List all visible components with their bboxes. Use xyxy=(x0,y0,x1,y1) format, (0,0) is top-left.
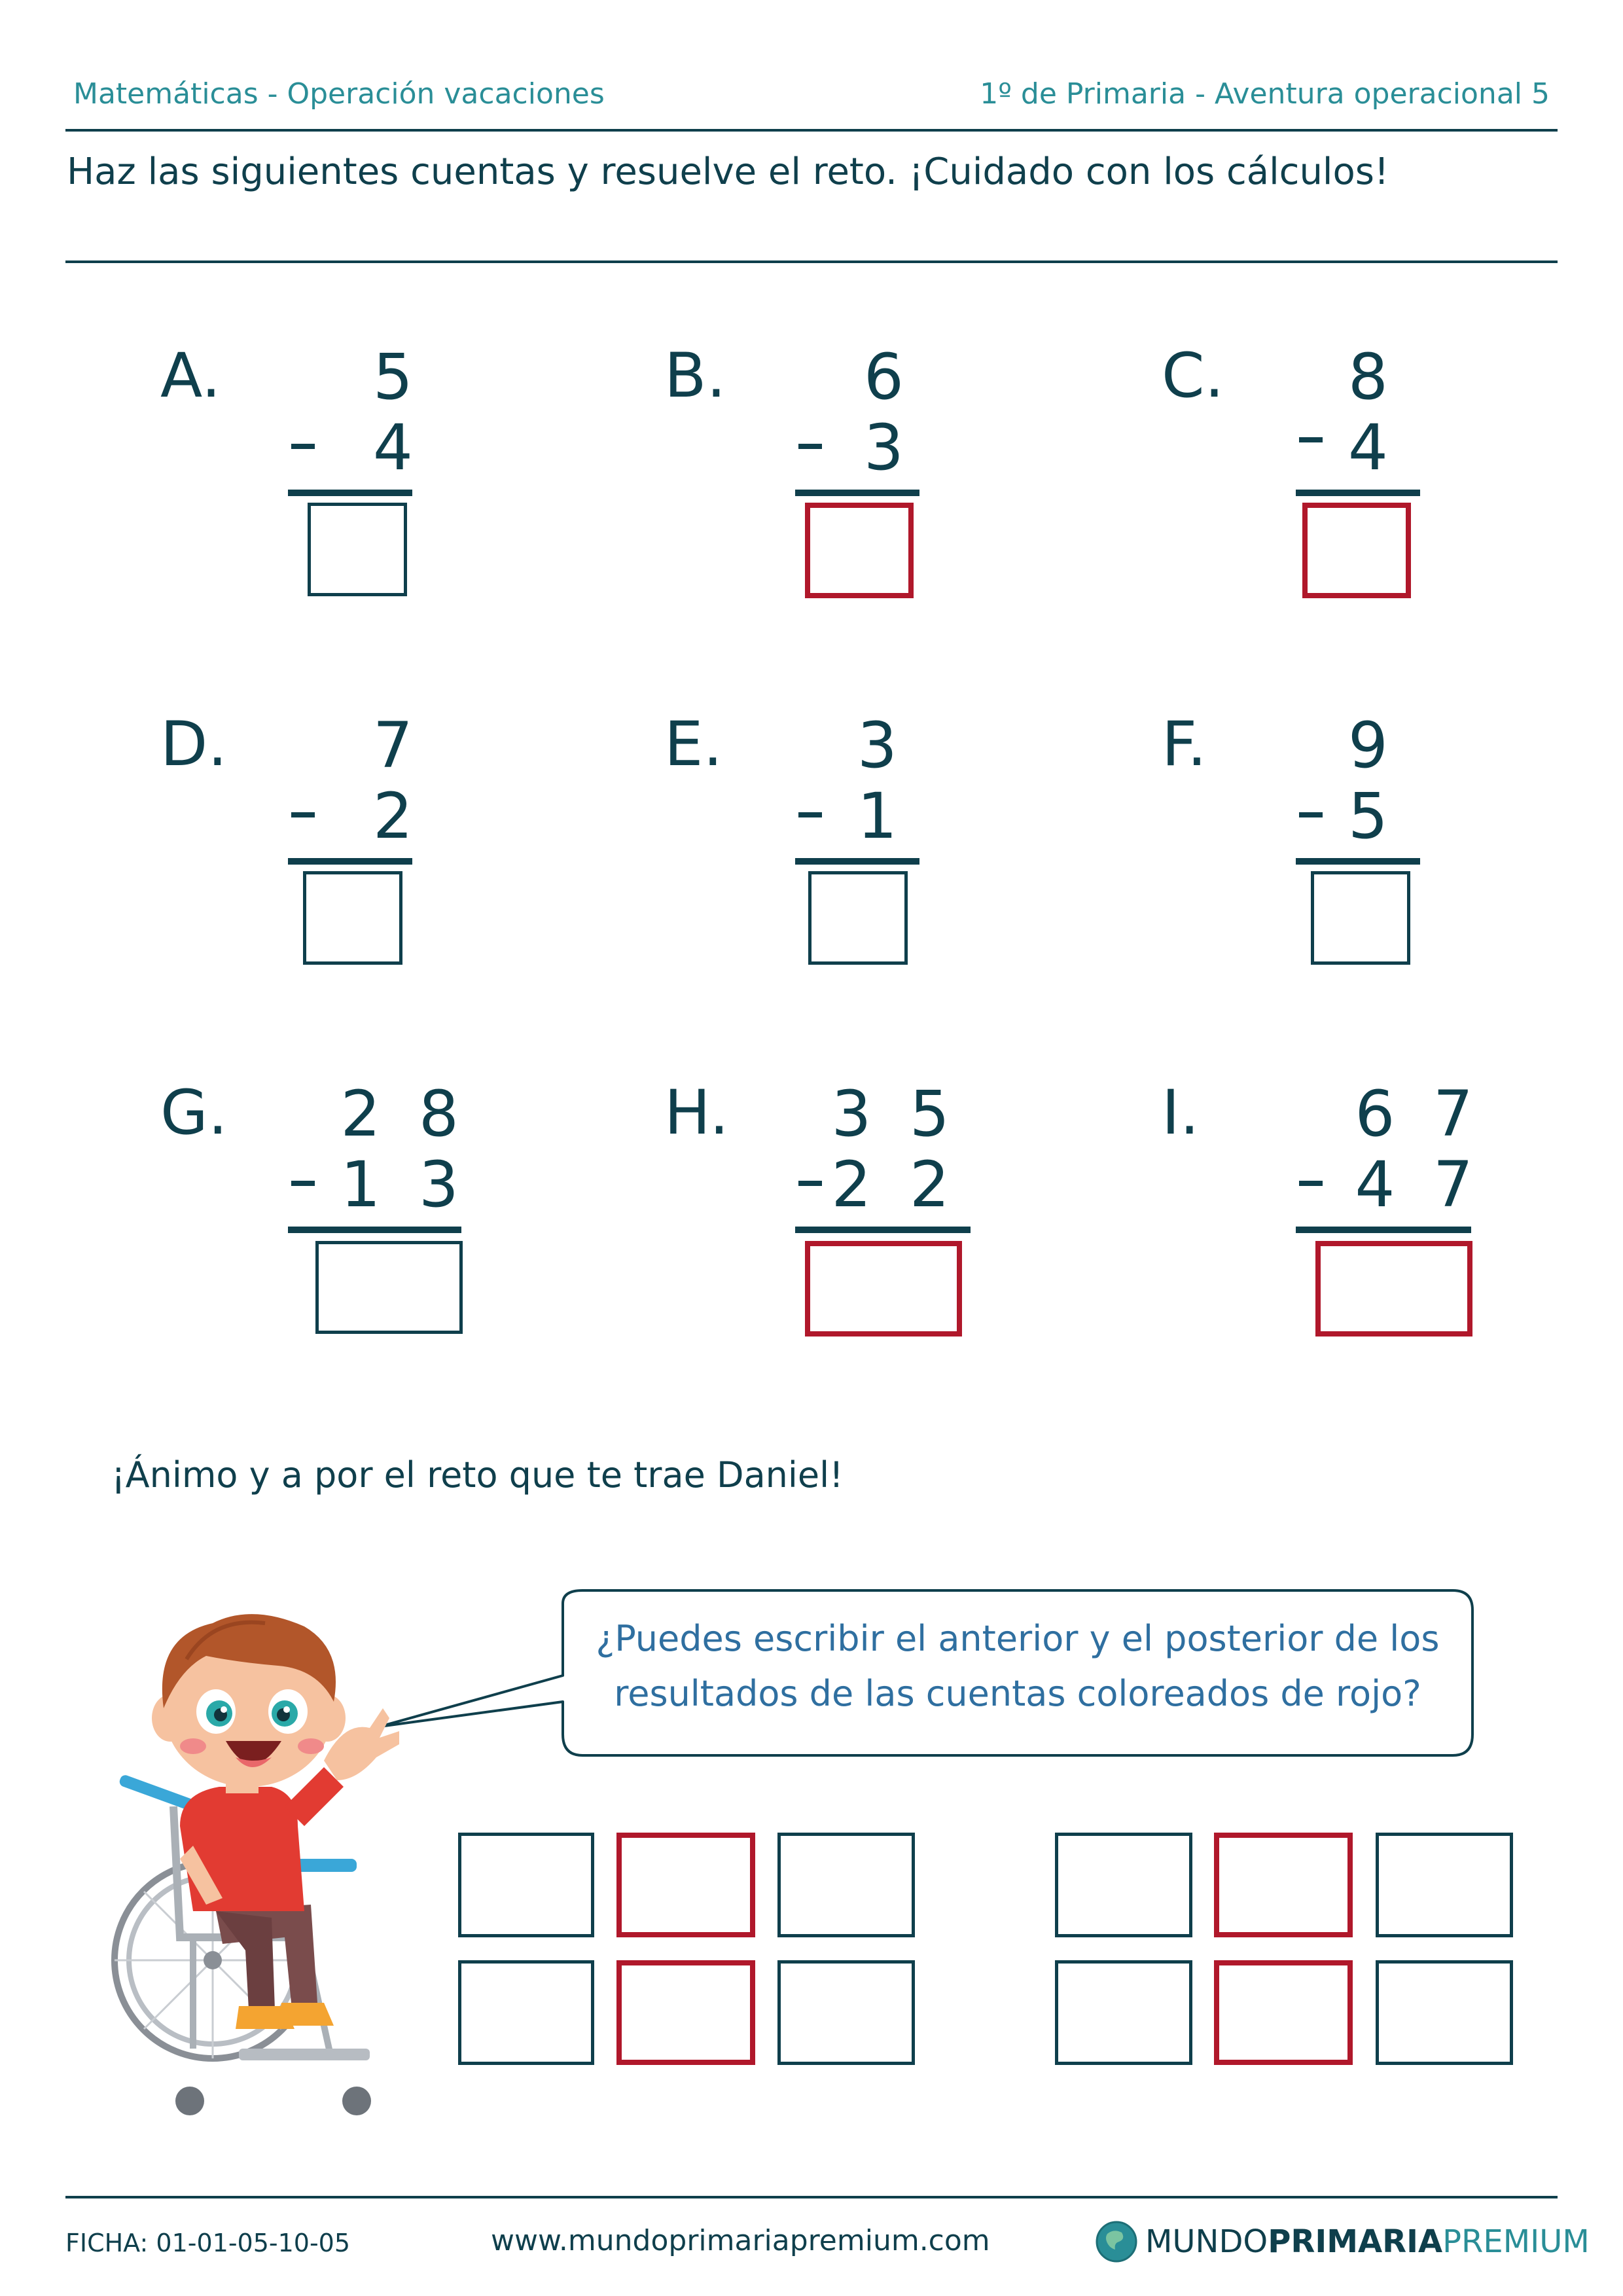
answer-cell[interactable] xyxy=(777,1960,915,2065)
bubble-line-2: resultados de las cuentas coloreados de rojo? xyxy=(614,1673,1421,1714)
answer-box[interactable] xyxy=(1311,871,1410,965)
sum-bar xyxy=(1296,858,1420,865)
minuend: 6 xyxy=(863,340,913,414)
problem-i xyxy=(1162,1077,1620,1372)
answer-cell[interactable] xyxy=(777,1833,915,1937)
minus-sign xyxy=(798,444,822,449)
sum-bar xyxy=(288,490,412,496)
minuend: 8 xyxy=(1347,340,1397,414)
answer-cell[interactable] xyxy=(458,1960,594,2065)
subtrahend: 1 3 xyxy=(340,1148,468,1221)
sum-bar xyxy=(1296,490,1420,496)
answer-box[interactable] xyxy=(808,871,908,965)
problem-d xyxy=(160,709,618,1003)
subtrahend: 3 xyxy=(863,411,913,484)
logo-word-premium: PREMIUM xyxy=(1442,2223,1590,2260)
problem-label: D. xyxy=(160,709,228,780)
answer-cell[interactable] xyxy=(1055,1960,1192,2065)
header-level: 1º de Primaria - Aventura operacional 5 xyxy=(980,77,1550,111)
bubble-question xyxy=(563,1611,1472,1721)
problem-g xyxy=(160,1077,618,1372)
minuend: 2 8 xyxy=(340,1077,468,1151)
answer-cell[interactable] xyxy=(1055,1833,1192,1937)
instruction-text: Haz las siguientes cuentas y resuelve el reto. ¡Cuidado con los cálculos! xyxy=(67,151,1389,193)
problem-label: C. xyxy=(1162,340,1224,412)
subtrahend: 2 2 xyxy=(831,1148,959,1221)
globe-icon xyxy=(1094,2219,1139,2264)
answer-box[interactable] xyxy=(1302,503,1411,598)
subtrahend: 4 7 xyxy=(1355,1148,1482,1221)
answer-box[interactable] xyxy=(805,503,914,598)
problem-label: A. xyxy=(160,340,221,412)
problem-e xyxy=(664,709,1122,1003)
answer-cell[interactable] xyxy=(1376,1960,1513,2065)
sum-bar xyxy=(1296,1227,1471,1233)
subtrahend: 4 xyxy=(1347,411,1397,484)
brand-logo xyxy=(1094,2219,1590,2265)
instruction-rule xyxy=(65,260,1558,263)
sum-bar xyxy=(795,1227,971,1233)
minuend: 9 xyxy=(1347,709,1397,782)
problem-label: G. xyxy=(160,1077,228,1149)
subtrahend: 4 xyxy=(372,411,422,484)
answer-box[interactable] xyxy=(315,1241,463,1334)
encouragement-text: ¡Ánimo y a por el reto que te trae Daniel! xyxy=(111,1454,844,1496)
answer-cell[interactable] xyxy=(1376,1833,1513,1937)
minuend: 3 5 xyxy=(831,1077,959,1151)
answer-cell[interactable] xyxy=(458,1833,594,1937)
footer-ficha xyxy=(65,2229,350,2257)
minus-sign xyxy=(1299,1181,1323,1186)
footer-url[interactable]: www.mundoprimariapremium.com xyxy=(491,2224,990,2257)
minus-sign xyxy=(291,444,315,449)
problem-label: H. xyxy=(664,1077,729,1149)
bubble-line-1: ¿Puedes escribir el anterior y el posterior de los xyxy=(596,1618,1440,1659)
sum-bar xyxy=(795,490,919,496)
boy-wheelchair-illustration xyxy=(108,1597,422,2127)
logo-word-mundo: MUNDO xyxy=(1145,2223,1268,2260)
logo-word-primaria: PRIMARIA xyxy=(1268,2223,1443,2260)
subtrahend: 2 xyxy=(372,780,422,853)
problem-c xyxy=(1162,340,1620,635)
subtrahend: 1 xyxy=(857,780,906,853)
minus-sign xyxy=(798,812,822,817)
ficha-code: 01-01-05-10-05 xyxy=(156,2229,351,2257)
subtrahend: 5 xyxy=(1347,780,1397,853)
minus-sign xyxy=(291,1181,315,1186)
answer-box[interactable] xyxy=(1315,1241,1472,1336)
sum-bar xyxy=(288,1227,461,1233)
ficha-label: FICHA: xyxy=(65,2229,149,2257)
problem-label: I. xyxy=(1162,1077,1200,1149)
minuend: 5 xyxy=(372,340,422,414)
problem-h xyxy=(664,1077,1122,1372)
minuend: 3 xyxy=(857,709,906,782)
problem-b xyxy=(664,340,1122,635)
problem-a xyxy=(160,340,618,635)
answer-box[interactable] xyxy=(308,503,407,596)
sum-bar xyxy=(795,858,919,865)
answer-box[interactable] xyxy=(805,1241,962,1336)
problem-label: B. xyxy=(664,340,726,412)
problem-f xyxy=(1162,709,1620,1003)
header-subject: Matemáticas - Operación vacaciones xyxy=(73,77,605,111)
answer-box[interactable] xyxy=(303,871,402,965)
minuend: 6 7 xyxy=(1355,1077,1482,1151)
problem-label: E. xyxy=(664,709,723,780)
minuend: 7 xyxy=(372,709,422,782)
minus-sign xyxy=(291,812,315,817)
problem-label: F. xyxy=(1162,709,1207,780)
answer-cell-red[interactable] xyxy=(616,1960,755,2065)
answer-cell-red[interactable] xyxy=(1214,1833,1353,1937)
footer-rule xyxy=(65,2196,1558,2198)
header-rule xyxy=(65,129,1558,132)
answer-cell-red[interactable] xyxy=(616,1833,755,1937)
sum-bar xyxy=(288,858,412,865)
answer-cell-red[interactable] xyxy=(1214,1960,1353,2065)
